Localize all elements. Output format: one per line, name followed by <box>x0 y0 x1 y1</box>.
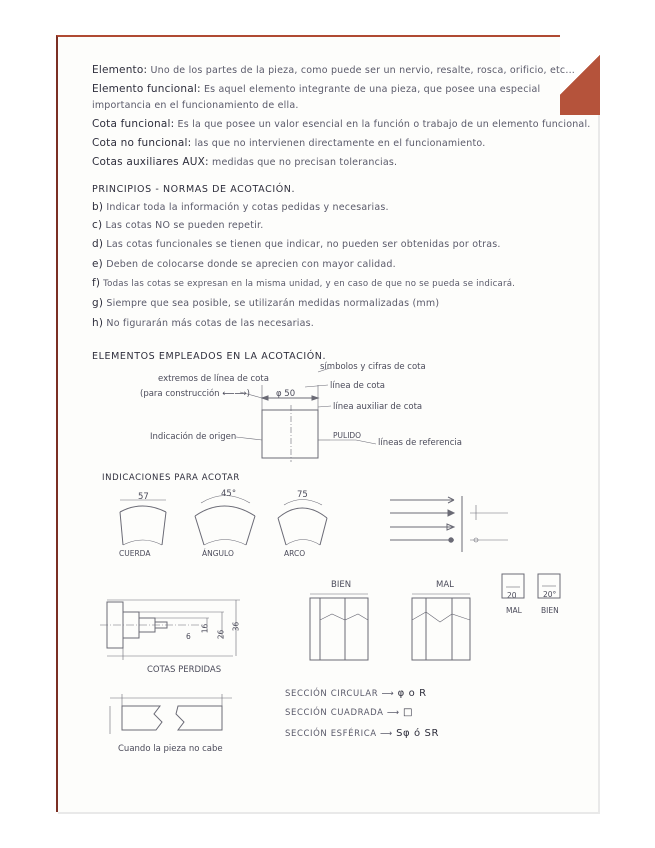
label-symbols: símbolos y cifras de cota <box>320 362 426 372</box>
section-symbol: □ <box>403 707 414 718</box>
perdidas-dim: 16 <box>200 623 210 634</box>
definition-term: Cotas auxiliares AUX: <box>92 156 209 168</box>
principle-item: b) Indicar toda la información y cotas pedidas y necesarias. <box>92 201 389 213</box>
section-label: SECCIÓN CIRCULAR <box>285 689 379 699</box>
definition-term: Elemento funcional: <box>92 83 201 95</box>
broken-piece-drawing <box>110 694 232 734</box>
arc-value: 57 <box>138 492 149 502</box>
piece-caption: Cuando la pieza no cabe <box>118 744 223 754</box>
elements-title: ELEMENTOS EMPLEADOS EN LA ACOTACIÓN. <box>92 351 327 362</box>
definition-term: Elemento: <box>92 64 148 76</box>
definition-text: las que no intervienen directamente en el funcionamiento. <box>194 138 486 149</box>
label-origin: Indicación de origen <box>150 432 237 442</box>
principle-item: c) Las cotas NO se pueden repetir. <box>92 219 264 231</box>
principle-item: f) Todas las cotas se expresan en la misma unidad, y en caso de que no se pueda se indicará. <box>92 277 516 289</box>
principle-item: d) Las cotas funcionales se tienen que indicar, no pueden ser obtenidas por otras. <box>92 238 501 250</box>
mini-mal-value: 20 <box>507 591 517 600</box>
perdidas-dim: 6 <box>186 632 191 641</box>
arrow-icon: ⟶ <box>380 729 393 739</box>
label-extremes-note: (para construcción ⟵⟶) <box>140 389 250 399</box>
definition-text: Uno de los partes de la pieza, como puede ser un nervio, resalte, rosca, orificio, etc... <box>150 65 576 76</box>
principle-item: h) No figurarán más cotas de las necesarias. <box>92 317 315 329</box>
arc-value: 45° <box>221 489 237 499</box>
label-reference-lines: líneas de referencia <box>378 438 462 448</box>
perdidas-caption: COTAS PERDIDAS <box>147 665 222 675</box>
mini-bien-value: 20° <box>543 590 557 599</box>
label-extremes: extremos de línea de cota <box>158 374 269 384</box>
dimension-value: φ 50 <box>276 389 296 399</box>
cotas-perdidas-drawing <box>100 600 240 660</box>
principles-title: PRINCIPIOS - NORMAS DE ACOTACIÓN. <box>92 184 296 195</box>
label-aux-line: línea auxiliar de cota <box>333 402 423 412</box>
arc-drawings <box>120 496 327 546</box>
principle-item: g) Siempre que sea posible, se utilizarán medidas normalizadas (mm) <box>92 297 440 309</box>
mini-mal-caption: MAL <box>506 606 522 615</box>
definition-term: Cota no funcional: <box>92 137 192 149</box>
definition-text: Es aquel elemento integrante de una pieza, que posee una especial <box>203 84 541 95</box>
definition-text: Es la que posee un valor esencial en la función o trabajo de un elemento funcional. <box>177 119 591 130</box>
section-symbol: Sφ ó SR <box>396 728 440 739</box>
definition-text: medidas que no precisan tolerancias. <box>212 157 398 168</box>
label-cota-line: línea de cota <box>330 381 385 391</box>
section-label: SECCIÓN CUADRADA <box>285 708 384 718</box>
mini-bien-caption: BIEN <box>541 606 559 615</box>
arrow-icon: ⟶ <box>386 708 400 718</box>
definition-term: Cota funcional: <box>92 118 175 130</box>
arc-caption: ARCO <box>284 549 306 558</box>
arc-caption: ÁNGULO <box>202 549 234 558</box>
arrow-type-drawings <box>390 496 508 552</box>
definition-text: importancia en el funcionamiento de ella. <box>92 100 299 111</box>
arrow-icon: ⟶ <box>381 689 395 699</box>
dimensioned-block-drawing <box>236 368 376 462</box>
arc-value: 75 <box>297 490 308 500</box>
bien-label: BIEN <box>331 580 352 590</box>
indications-title: INDICACIONES PARA ACOTAR <box>102 473 240 483</box>
section-label: SECCIÓN ESFÉRICA <box>285 729 377 739</box>
label-pulido: PULIDO <box>333 431 362 440</box>
arc-caption: CUERDA <box>119 549 151 558</box>
mal-label: MAL <box>436 580 454 590</box>
perdidas-dim: 36 <box>231 621 241 632</box>
principle-item: e) Deben de colocarse donde se aprecien con mayor calidad. <box>92 258 396 270</box>
bien-mal-drawings <box>310 574 560 660</box>
section-symbol: φ o R <box>397 688 427 699</box>
perdidas-dim: 26 <box>216 629 226 640</box>
